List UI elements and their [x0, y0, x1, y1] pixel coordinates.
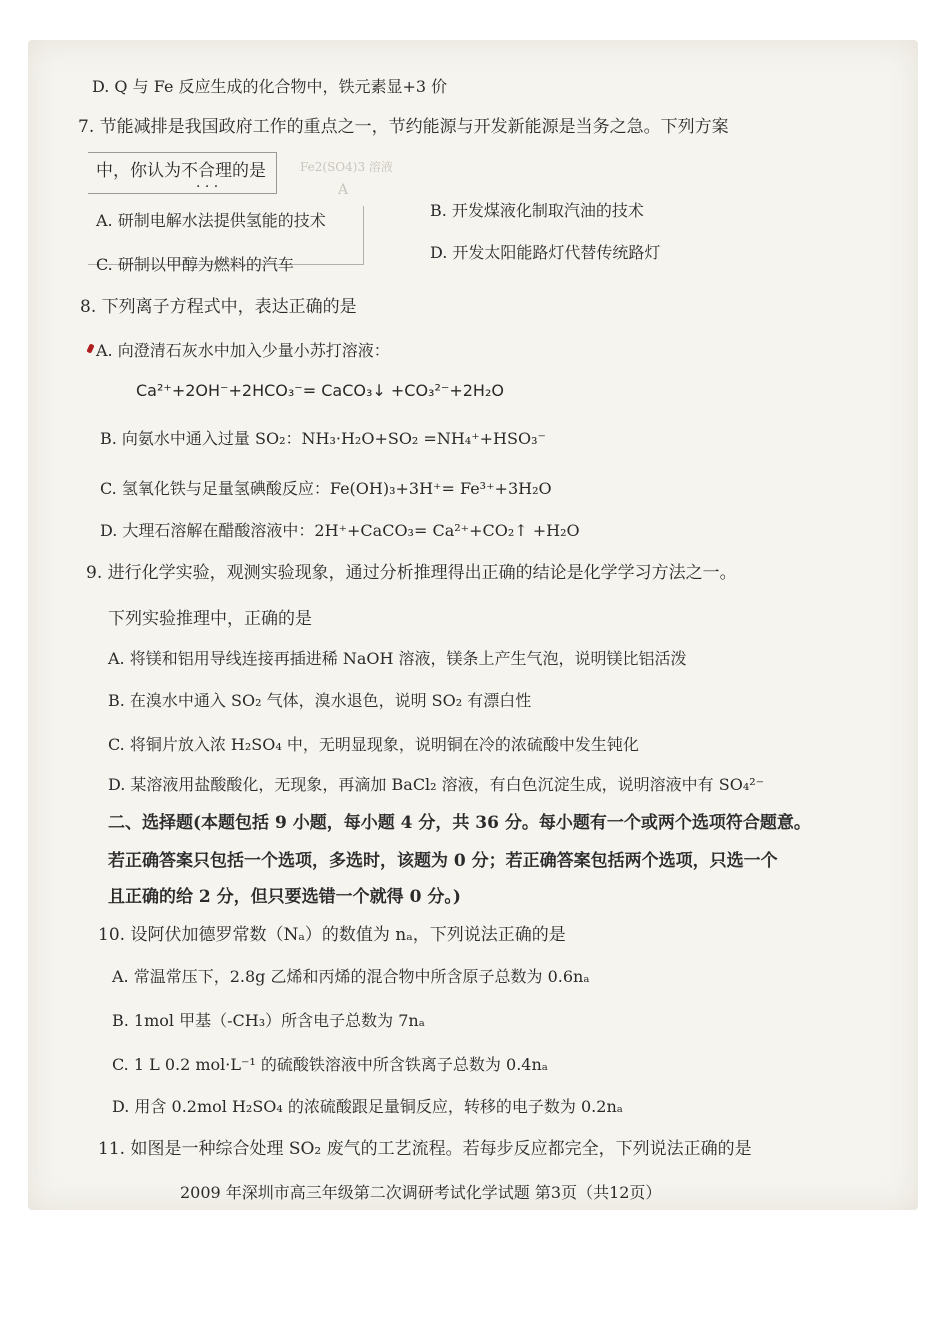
q9-stem-cont: 下列实验推理中，正确的是 — [108, 609, 312, 629]
page-footer: 2009 年深圳市高三年级第二次调研考试化学试题 第3页（共12页） — [180, 1183, 662, 1202]
q7-option-a: A. 研制电解水法提供氢能的技术 — [96, 211, 326, 230]
q10-option-a: A. 常温常压下，2.8g 乙烯和丙烯的混合物中所含原子总数为 0.6nₐ — [112, 967, 590, 986]
bleed-through-arrow: A — [338, 182, 349, 198]
q8-option-c: C. 氢氧化铁与足量氢碘酸反应：Fe(OH)₃+3H⁺= Fe³⁺+3H₂O — [100, 479, 552, 498]
q9-stem: 9. 进行化学实验，观测实验现象，通过分析推理得出正确的结论是化学学习方法之一。 — [86, 563, 737, 583]
q8-option-a-equation: Ca²⁺+2OH⁻+2HCO₃⁻= CaCO₃↓ +CO₃²⁻+2H₂O — [136, 381, 504, 400]
q6-option-d: D. Q 与 Fe 反应生成的化合物中，铁元素显+3 价 — [92, 77, 448, 96]
q8-option-b: B. 向氨水中通入过量 SO₂：NH₃·H₂O+SO₂ =NH₄⁺+HSO₃⁻ — [100, 429, 546, 448]
q8-stem: 8. 下列离子方程式中，表达正确的是 — [80, 297, 357, 317]
q8-option-d: D. 大理石溶解在醋酸溶液中：2H⁺+CaCO₃= Ca²⁺+CO₂↑ +H₂O — [100, 521, 580, 540]
section2-instructions-1: 二、选择题(本题包括 9 小题，每小题 4 分，共 36 分。每小题有一个或两个选项符合题意。 — [108, 813, 811, 833]
q7-option-c: C. 研制以甲醇为燃料的汽车 — [96, 255, 294, 274]
q9-option-d: D. 某溶液用盐酸酸化，无现象，再滴加 BaCl₂ 溶液，有白色沉淀生成，说明溶液中有 SO₄²⁻ — [108, 775, 765, 794]
q10-option-c: C. 1 L 0.2 mol·L⁻¹ 的硫酸铁溶液中所含铁离子总数为 0.4nₐ — [112, 1055, 548, 1074]
q7-stem: 7. 节能减排是我国政府工作的重点之一，节约能源与开发新能源是当务之急。下列方案 — [78, 117, 729, 137]
q10-option-d: D. 用含 0.2mol H₂SO₄ 的浓硫酸跟足量铜反应，转移的电子数为 0.2nₐ — [112, 1097, 623, 1116]
emphasis-dots: · · · — [196, 179, 219, 195]
q7-option-d: D. 开发太阳能路灯代替传统路灯 — [430, 243, 661, 262]
q10-stem: 10. 设阿伏加德罗常数（Nₐ）的数值为 nₐ，下列说法正确的是 — [98, 925, 566, 945]
q9-option-b: B. 在溴水中通入 SO₂ 气体，溴水退色，说明 SO₂ 有漂白性 — [108, 691, 532, 710]
q10-option-b: B. 1mol 甲基（-CH₃）所含电子总数为 7nₐ — [112, 1011, 425, 1030]
q7-stem-cont: 中，你认为不合理的是 — [96, 161, 266, 181]
q11-stem: 11. 如图是一种综合处理 SO₂ 废气的工艺流程。若每步反应都完全，下列说法正确的是 — [98, 1139, 752, 1159]
bleed-through-text: Fe2(SO4)3 溶液 — [300, 160, 393, 174]
q7-option-b: B. 开发煤液化制取汽油的技术 — [430, 201, 644, 220]
section2-instructions-2: 若正确答案只包括一个选项，多选时，该题为 0 分；若正确答案包括两个选项，只选一个 — [108, 851, 778, 871]
q8-option-a: A. 向澄清石灰水中加入少量小苏打溶液： — [96, 341, 390, 360]
q9-option-c: C. 将铜片放入浓 H₂SO₄ 中，无明显现象，说明铜在冷的浓硫酸中发生钝化 — [108, 735, 639, 754]
section2-instructions-3: 且正确的给 2 分，但只要选错一个就得 0 分。) — [108, 887, 461, 907]
q9-option-a: A. 将镁和铝用导线连接再插进稀 NaOH 溶液，镁条上产生气泡，说明镁比铝活泼 — [108, 649, 687, 668]
